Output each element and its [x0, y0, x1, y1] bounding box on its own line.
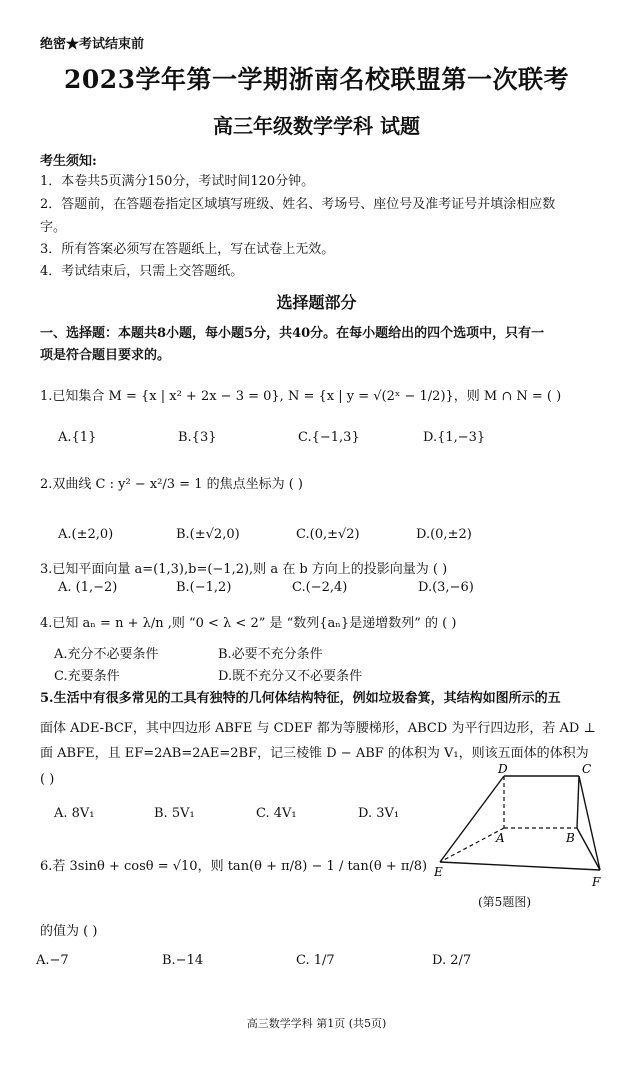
question-5-stem-line: 5.生活中有很多常见的工具有独特的几何体结构特征，例如垃圾畚箕，其结构如图所示的五	[40, 691, 561, 706]
question-4-option-b: B.必要不充分条件	[218, 647, 323, 662]
question-3-option-d: D.(3,−6)	[418, 580, 474, 595]
edge-bf	[577, 828, 600, 870]
question-6-stem-tail: 的值为 ( )	[40, 924, 98, 939]
question-2-option-b: B.(±√2,0)	[176, 527, 240, 542]
question-5-option-c: C. 4V₁	[256, 806, 297, 821]
notice-heading: 考生须知:	[40, 154, 97, 169]
notice-item: 4．考试结束后，只需上交答题纸。	[40, 264, 244, 279]
part-title: 一、选择题：本题共8小题，每小题5分，共40分。在每小题给出的四个选项中，只有一	[40, 326, 545, 341]
edge-cb	[577, 776, 579, 828]
notice-item: 字。	[40, 220, 67, 235]
question-4-option-c: C.充要条件	[54, 669, 120, 684]
question-5-option-d: D. 3V₁	[358, 806, 400, 821]
question-4-option-d: D.既不充分又不必要条件	[218, 669, 363, 684]
question-3-option-a: A. (1,−2)	[58, 580, 118, 595]
question-1-stem: 1.已知集合 M = {x | x² + 2x − 3 = 0}, N = {x | y = √(2ˣ − 1/2)}，则 M ∩ N = ( )	[40, 389, 562, 404]
vertex-label-a: A	[496, 831, 505, 845]
question-2-stem: 2.双曲线 C : y² − x²/3 = 1 的焦点坐标为 ( )	[40, 477, 304, 492]
vertex-label-d: D	[498, 762, 508, 776]
exam-title: 2023学年第一学期浙南名校联盟第一次联考	[63, 65, 570, 94]
question-5-option-a: A. 8V₁	[54, 806, 95, 821]
notice-item: 2．答题前，在答题卷指定区域填写班级、姓名、考场号、座位号及准考证号并填涂相应数	[40, 197, 556, 212]
pentahedron-figure	[432, 762, 607, 892]
question-5-stem-line: ( )	[40, 772, 55, 787]
secret-mark: 绝密★考试结束前	[40, 37, 145, 52]
figure-caption: (第5题图)	[478, 895, 531, 909]
part-title: 项是符合题目要求的。	[40, 348, 171, 363]
question-5-stem-line: 面体 ADE-BCF，其中四边形 ABFE 与 CDEF 都为等腰梯形，ABCD 为平行四边形，若 AD ⊥	[40, 721, 596, 736]
vertex-label-e: E	[434, 865, 443, 879]
question-6-option-d: D. 2/7	[432, 953, 472, 968]
question-4-option-a: A.充分不必要条件	[54, 647, 159, 662]
question-3-stem: 3.已知平面向量 a=(1,3),b=(−1,2),则 a 在 b 方向上的投影向量为 ( )	[40, 562, 448, 577]
question-6-option-a: A.−7	[36, 953, 69, 968]
question-6-option-c: C. 1/7	[296, 953, 335, 968]
exam-subtitle: 高三年级数学学科 试题	[213, 114, 420, 138]
question-2-option-c: C.(0,±√2)	[296, 527, 360, 542]
question-5-option-b: B. 5V₁	[154, 806, 195, 821]
notice-item: 1．本卷共5页满分150分，考试时间120分钟。	[40, 174, 315, 189]
question-6-stem: 6.若 3sinθ + cosθ = √10，则 tan(θ + π/8) − 1 / tan(θ + π/8)	[40, 859, 428, 874]
question-4-stem: 4.已知 aₙ = n + λ/n ,则 “0 < λ < 2” 是 “数列{aₙ}是递增数列” 的 ( )	[40, 616, 457, 631]
edge-ef	[440, 862, 600, 870]
question-6-option-b: B.−14	[162, 953, 204, 968]
question-3-option-b: B.(−1,2)	[176, 580, 232, 595]
edge-cf	[579, 776, 600, 870]
question-5-stem-line: 面 ABFE，且 EF=2AB=2AE=2BF，记三棱锥 D − ABF 的体积为 V₁，则该五面体的体积为	[40, 746, 589, 761]
vertex-label-c: C	[582, 762, 592, 776]
vertex-label-f: F	[592, 875, 601, 889]
page-footer: 高三数学学科 第1页 (共5页)	[246, 1017, 387, 1030]
edge-ae	[440, 828, 504, 862]
question-1-option-a: A.{1}	[58, 430, 97, 445]
notice-item: 3．所有答案必须写在答题纸上，写在试卷上无效。	[40, 242, 335, 257]
question-3-option-c: C.(−2,4)	[292, 580, 348, 595]
question-1-option-d: D.{1,−3}	[423, 430, 486, 445]
question-2-option-a: A.(±2,0)	[58, 527, 114, 542]
section-heading: 选择题部分	[276, 293, 357, 312]
question-1-option-c: C.{−1,3}	[298, 430, 360, 445]
edge-de	[440, 776, 504, 862]
vertex-label-b: B	[566, 831, 575, 845]
question-2-option-d: D.(0,±2)	[416, 527, 472, 542]
question-1-option-b: B.{3}	[178, 430, 217, 445]
